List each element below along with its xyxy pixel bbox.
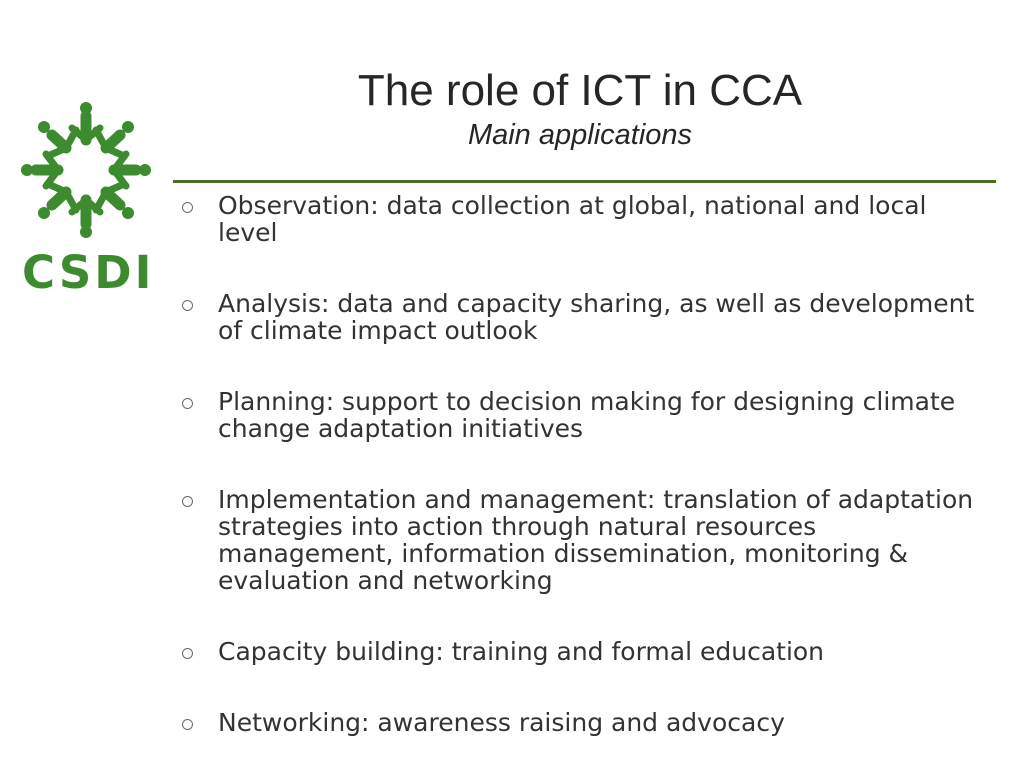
bullet-list bbox=[178, 192, 978, 736]
people-ring-icon bbox=[14, 100, 159, 240]
title-divider bbox=[173, 180, 996, 183]
list-item bbox=[178, 638, 978, 665]
csdi-logo bbox=[14, 100, 159, 300]
bullet-text: Observation: data collection at global, national and local level bbox=[218, 191, 927, 247]
hollow-circle-bullet-icon bbox=[182, 398, 193, 409]
list-item bbox=[178, 709, 978, 736]
page-subtitle: Main applications bbox=[467, 119, 693, 151]
hollow-circle-bullet-icon bbox=[182, 300, 193, 311]
list-item bbox=[178, 192, 978, 246]
page-title: The role of ICT in CCA bbox=[357, 66, 803, 115]
list-item bbox=[178, 486, 978, 594]
hollow-circle-bullet-icon bbox=[182, 719, 193, 730]
bullet-text: Planning: support to decision making for designing climate change adaptation initiatives bbox=[218, 387, 956, 443]
hollow-circle-bullet-icon bbox=[182, 496, 193, 507]
title-block bbox=[180, 64, 980, 152]
bullet-text: Implementation and management: translation of adaptation strategies into action through natural resources management, information dissemination, monitoring & evaluation and networking bbox=[218, 485, 974, 595]
bullet-text: Capacity building: training and formal education bbox=[218, 637, 825, 666]
bullet-text: Analysis: data and capacity sharing, as well as development of climate impact outlook bbox=[218, 289, 975, 345]
hollow-circle-bullet-icon bbox=[182, 648, 193, 659]
bullet-text: Networking: awareness raising and advocacy bbox=[218, 708, 785, 737]
list-item bbox=[178, 290, 978, 344]
hollow-circle-bullet-icon bbox=[182, 202, 193, 213]
logo-text: CSDI bbox=[22, 246, 155, 299]
list-item bbox=[178, 388, 978, 442]
